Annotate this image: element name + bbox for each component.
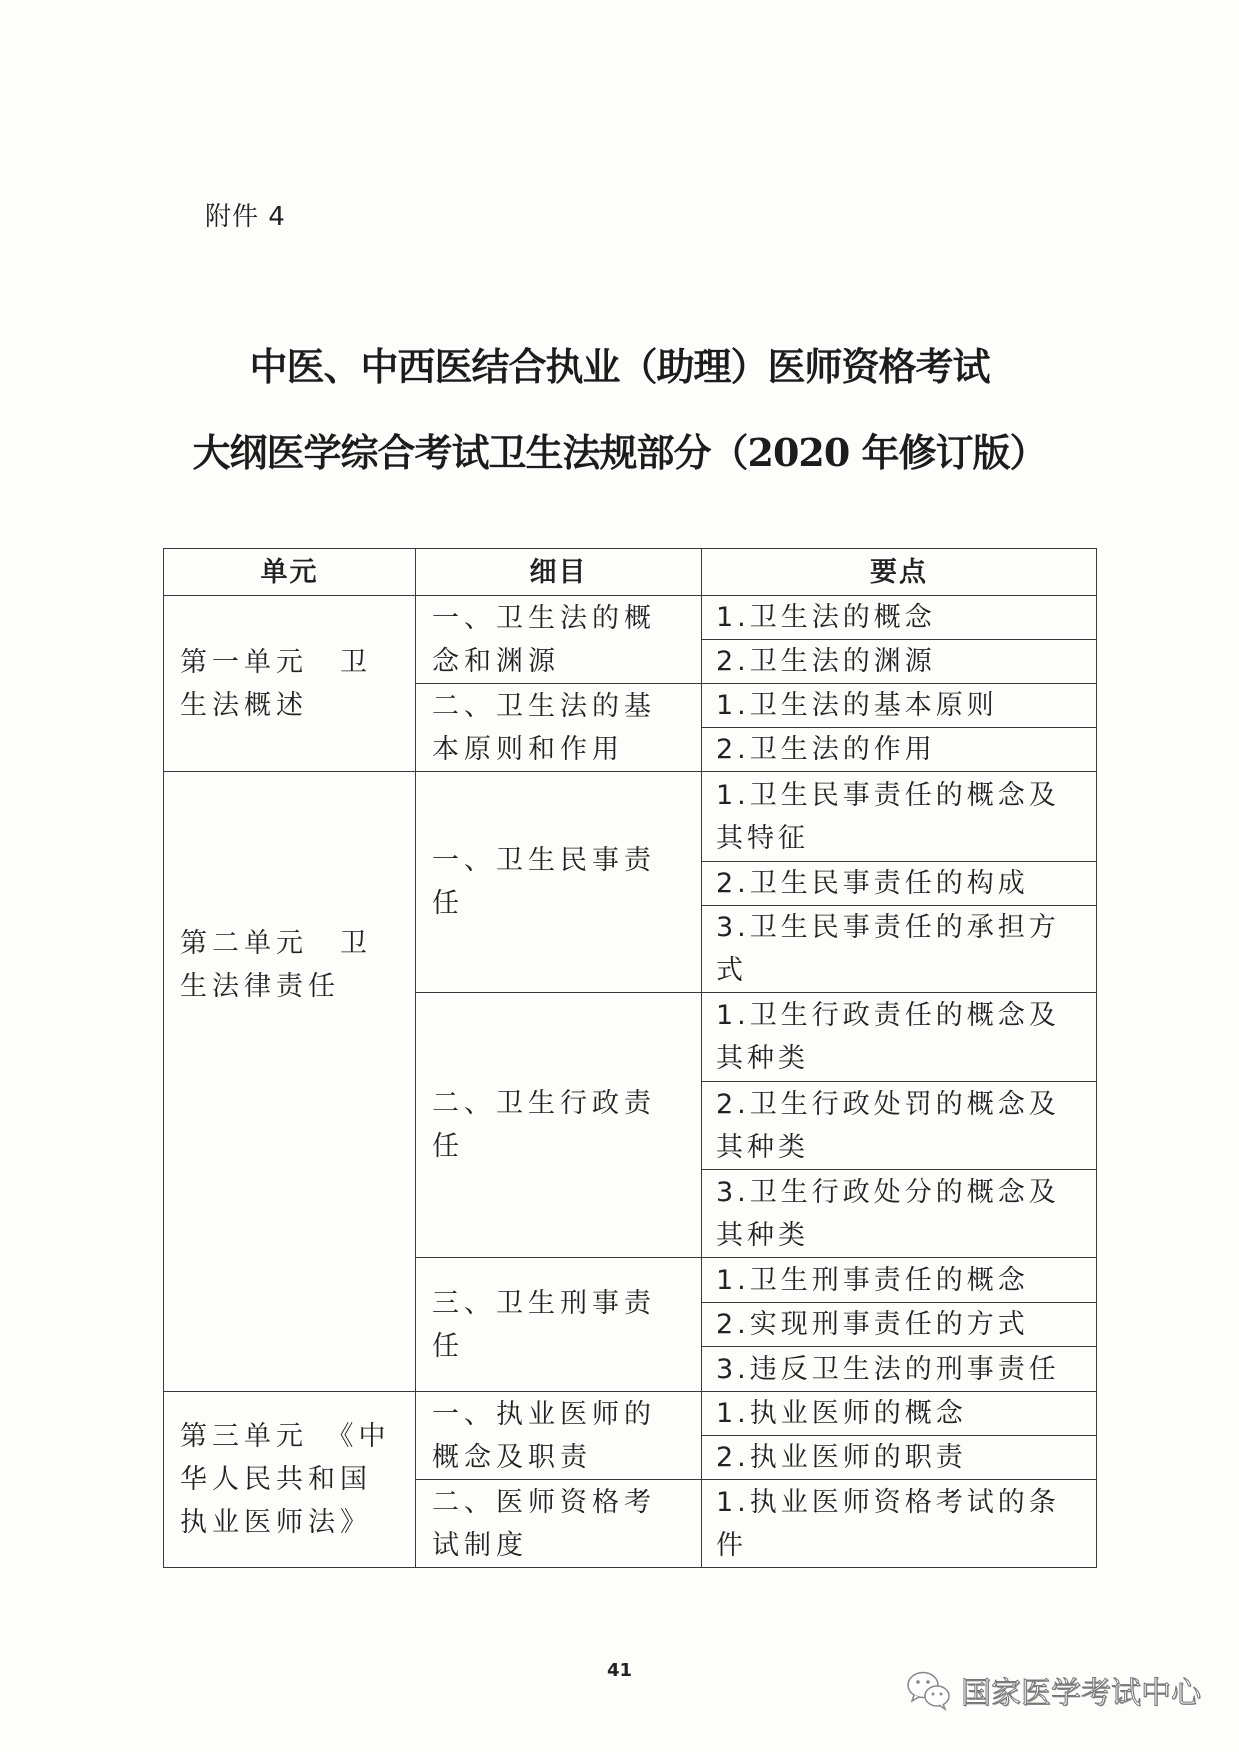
point-cell: 2.执业医师的职责 [702, 1436, 1097, 1480]
unit-cell: 第三单元 《中华人民共和国执业医师法》 [164, 1392, 416, 1568]
header-item: 细目 [416, 549, 702, 596]
watermark-text: 国家医学考试中心 [961, 1676, 1201, 1711]
item-cell: 二、医师资格考试制度 [416, 1480, 702, 1568]
item-cell: 二、卫生行政责任 [416, 993, 702, 1258]
point-cell: 2.卫生民事责任的构成 [702, 862, 1097, 906]
item-cell: 三、卫生刑事责任 [416, 1258, 702, 1392]
page-number: 41 [606, 1660, 633, 1681]
table-row [164, 1392, 1097, 1436]
document-title-line-1: 中医、中西医结合执业（助理）医师资格考试 [249, 344, 990, 389]
point-cell: 3.卫生行政处分的概念及其种类 [702, 1170, 1097, 1258]
table-header-row [164, 549, 1097, 596]
point-cell: 1.执业医师资格考试的条件 [702, 1480, 1097, 1568]
point-cell: 3.卫生民事责任的承担方式 [702, 906, 1097, 993]
point-cell: 1.卫生法的概念 [702, 596, 1097, 640]
syllabus-table [163, 548, 1097, 1568]
item-cell: 二、卫生法的基本原则和作用 [416, 684, 702, 772]
watermark [905, 1668, 1201, 1712]
wechat-icon [905, 1668, 953, 1712]
point-cell: 1.卫生刑事责任的概念 [702, 1258, 1097, 1303]
item-cell: 一、卫生民事责任 [416, 772, 702, 993]
point-cell: 2.卫生行政处罚的概念及其种类 [702, 1082, 1097, 1170]
table-row [164, 772, 1097, 862]
item-cell: 一、卫生法的概念和渊源 [416, 596, 702, 684]
point-cell: 1.卫生法的基本原则 [702, 684, 1097, 728]
item-cell: 一、执业医师的概念及职责 [416, 1392, 702, 1480]
unit-cell: 第一单元 卫生法概述 [164, 596, 416, 772]
document-title-line-2: 大纲医学综合考试卫生法规部分（2020 年修订版） [192, 430, 1047, 475]
table-row [164, 596, 1097, 640]
point-cell: 2.卫生法的作用 [702, 728, 1097, 772]
attachment-label: 附件 4 [205, 202, 286, 232]
header-unit: 单元 [164, 549, 416, 596]
point-cell: 1.卫生行政责任的概念及其种类 [702, 993, 1097, 1082]
point-cell: 2.实现刑事责任的方式 [702, 1303, 1097, 1347]
header-point: 要点 [702, 549, 1097, 596]
point-cell: 1.卫生民事责任的概念及其特征 [702, 772, 1097, 862]
unit-cell: 第二单元 卫生法律责任 [164, 772, 416, 1392]
point-cell: 1.执业医师的概念 [702, 1392, 1097, 1436]
point-cell: 3.违反卫生法的刑事责任 [702, 1347, 1097, 1392]
point-cell: 2.卫生法的渊源 [702, 640, 1097, 684]
